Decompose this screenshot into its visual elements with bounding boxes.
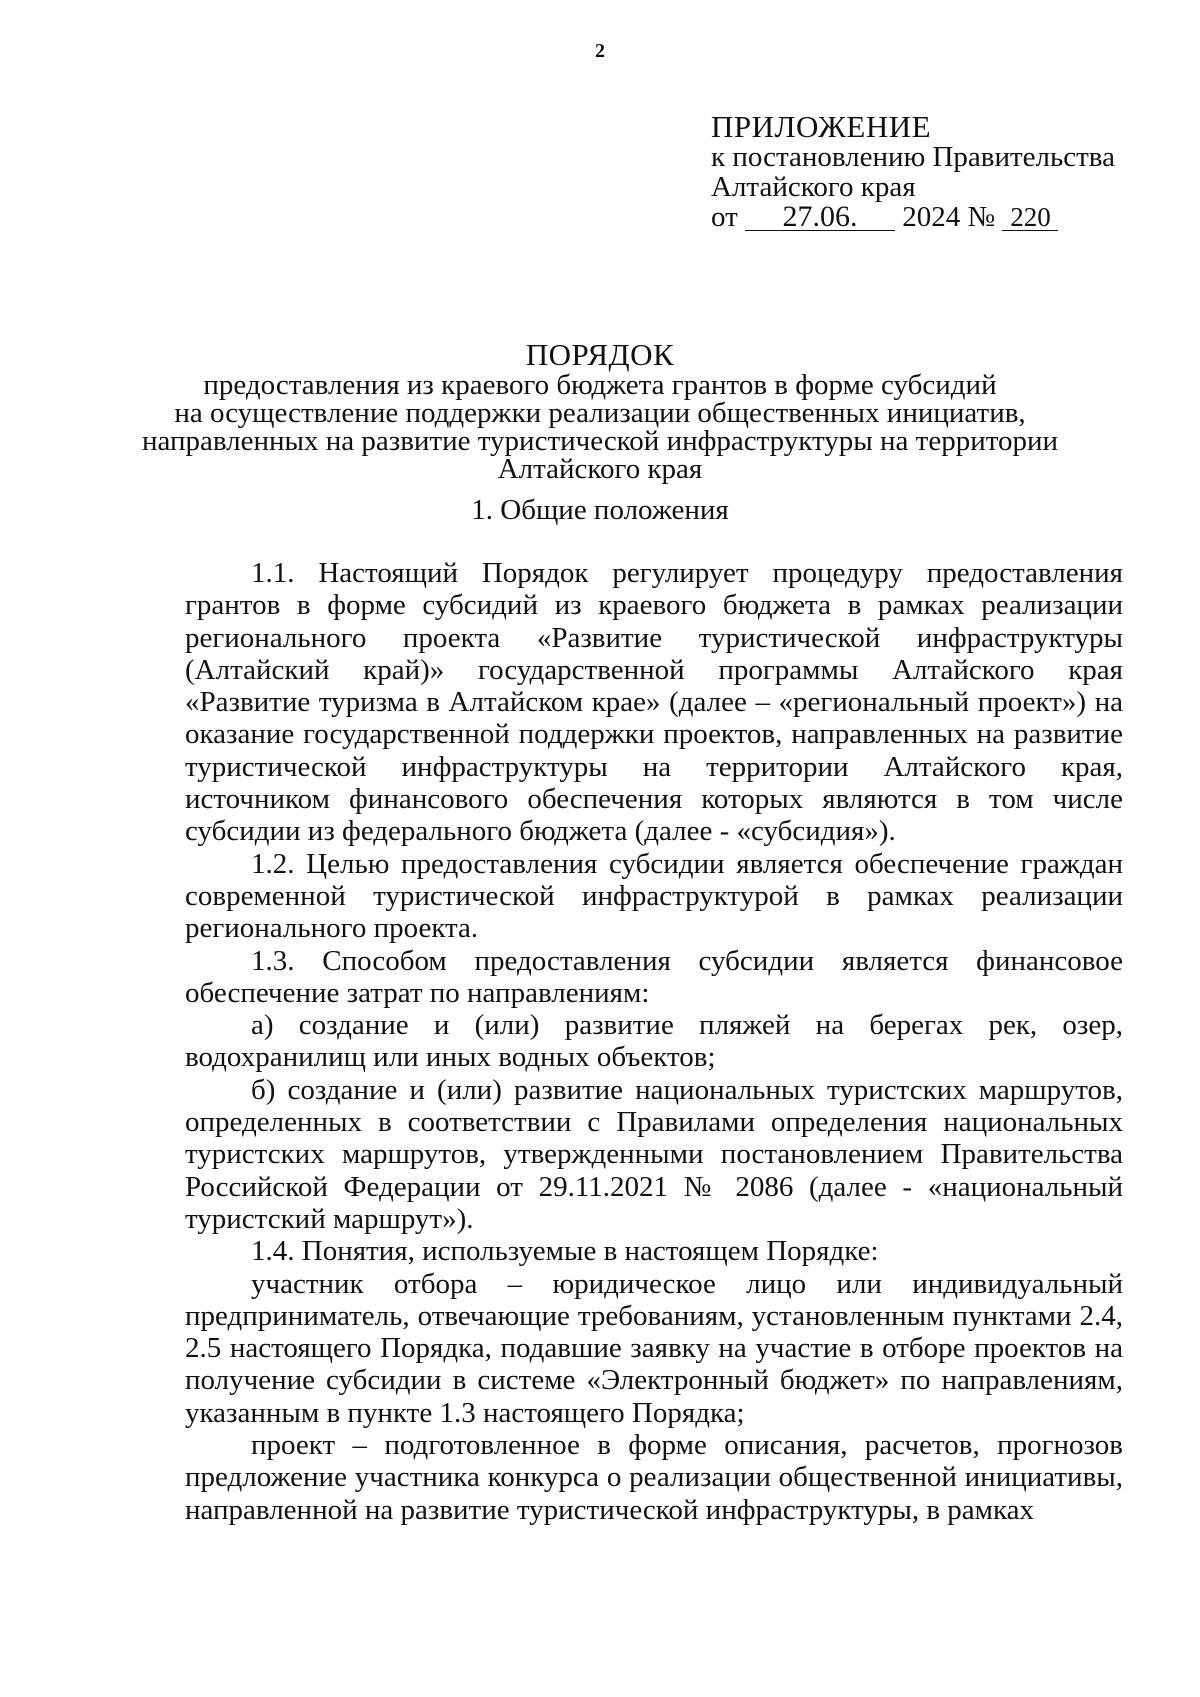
date-prefix: от	[711, 201, 738, 233]
document-subtitle-line-4: Алтайского края	[497, 453, 703, 485]
paragraph-a: а) создание и (или) развитие пляжей на берегах рек, озер, водохранилищ или иных водных объектов;	[185, 1009, 1123, 1074]
appendix-date-line	[711, 202, 1151, 232]
appendix-title: ПРИЛОЖЕНИЕ	[711, 109, 932, 144]
appendix-line-2: Алтайского края	[711, 171, 916, 203]
year-label: 2024 №	[902, 201, 996, 233]
paragraph-b: б) создание и (или) развитие национальных туристских маршрутов, определенных в соответствии с Правилами определения национальных туристских маршрутов, утвержденными постановлением Правительства Российской Федерации от 29.11.2021 № 2086 (далее - «национальный туристский маршрут»).	[185, 1073, 1123, 1235]
section-title: 1. Общие положения	[471, 494, 729, 526]
paragraph-1-3: 1.3. Способом предоставления субсидии является финансовое обеспечение затрат по направлениям:	[185, 944, 1123, 1009]
document-title: ПОРЯДОК	[525, 337, 675, 372]
paragraph-1-1: 1.1. Настоящий Порядок регулирует процедуру предоставления грантов в форме субсидий из краевого бюджета в рамках реализации регионального проекта «Развитие туристической инфраструктуры (Алтайский край)» государственной программы Алтайского края «Развитие туризма в Алтайском крае» (далее – «региональный проект») на оказание государственной поддержки проектов, направленных на развитие туристической инфраструктуры на территории Алтайского края, источником финансового обеспечения которых являются в том числе субсидии из федерального бюджета (далее - «субсидия»).	[185, 557, 1123, 848]
appendix-block	[711, 109, 1151, 233]
definition-participant: участник отбора – юридическое лицо или индивидуальный предприниматель, отвечающие требованиям, установленным пунктами 2.4, 2.5 настоящего Порядка, подавшие заявку на участие в отборе проектов на получение субсидии в системе «Электронный бюджет» по направлениям, указанным в пункте 1.3 настоящего Порядка;	[185, 1267, 1123, 1429]
document-subtitle-line-1: предоставления из краевого бюджета грантов в форме субсидий	[203, 369, 997, 401]
body-text	[185, 557, 1123, 1526]
paragraph-1-2: 1.2. Целью предоставления субсидии является обеспечение граждан современной туристической инфраструктурой в рамках реализации регионального проекта.	[185, 847, 1123, 945]
document-subtitle-line-3: направленных на развитие туристической инфраструктуры на территории	[141, 425, 1059, 457]
number-field: 220	[1002, 204, 1058, 231]
document-subtitle-line-2: на осуществление поддержки реализации общественных инициатив,	[174, 397, 1026, 429]
document-title-block	[0, 338, 1200, 483]
appendix-line-1: к постановлению Правительства	[711, 141, 1115, 173]
date-field: 27.06.	[745, 204, 895, 231]
definition-project: проект – подготовленное в форме описания, расчетов, прогнозов предложение участника конкурса о реализации общественной инициативы, направленной на развитие туристической инфраструктуры, в рамках	[185, 1429, 1123, 1526]
paragraph-1-4: 1.4. Понятия, используемые в настоящем Порядке:	[251, 1235, 879, 1268]
page-number: 2	[595, 40, 605, 62]
